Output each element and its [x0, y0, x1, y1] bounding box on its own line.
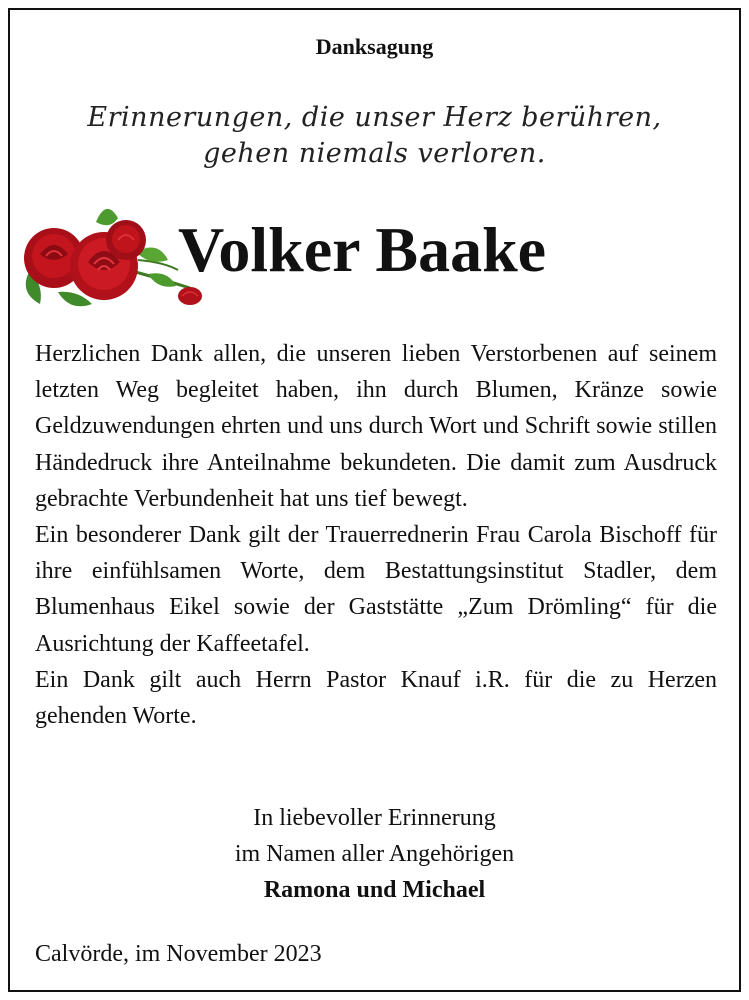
place-and-date: Calvörde, im November 2023 [35, 941, 322, 967]
closing-line-2: im Namen aller Angehörigen [234, 841, 515, 867]
notice-heading: Danksagung [315, 34, 434, 59]
obituary-notice-frame [8, 8, 741, 992]
quote-line-1: Erinnerungen, die unser Herz berühren, [87, 102, 662, 133]
thank-you-paragraph-1: Herzlichen Dank allen, die unseren lieben Verstorbenen auf seinem letzten Weg begleitet haben, ihn durch Blumen, Kränze sowie Geldzuwendungen ehrten und uns durch Wort und Schrift sowie stillen Händedruck ihre Anteilnahme bekundeten. Die damit zum Ausdruck gebrachte Verbundenheit hat uns tief bewegt. [35, 341, 717, 512]
memorial-quote [10, 100, 739, 172]
closing-signature [10, 800, 739, 908]
thank-you-paragraph-2: Ein besonderer Dank gilt der Trauerrednerin Frau Carola Bischoff für ihre einfühlsamen Worte, dem Bestattungsinstitut Stadler, dem Blumenhaus Eikel sowie der Gaststätte „Zum Drömling“ für die Ausrichtung der Kaffeetafel. [35, 522, 717, 657]
quote-line-2: gehen niemals verloren. [203, 138, 546, 169]
signatory-names: Ramona und Michael [263, 877, 486, 903]
thank-you-paragraph-3: Ein Dank gilt auch Herrn Pastor Knauf i.R. für die zu Herzen gehenden Worte. [35, 666, 717, 730]
deceased-name: Volker Baake [178, 214, 547, 285]
closing-line-1: In liebevoller Erinnerung [253, 805, 496, 831]
thank-you-text [35, 336, 717, 734]
